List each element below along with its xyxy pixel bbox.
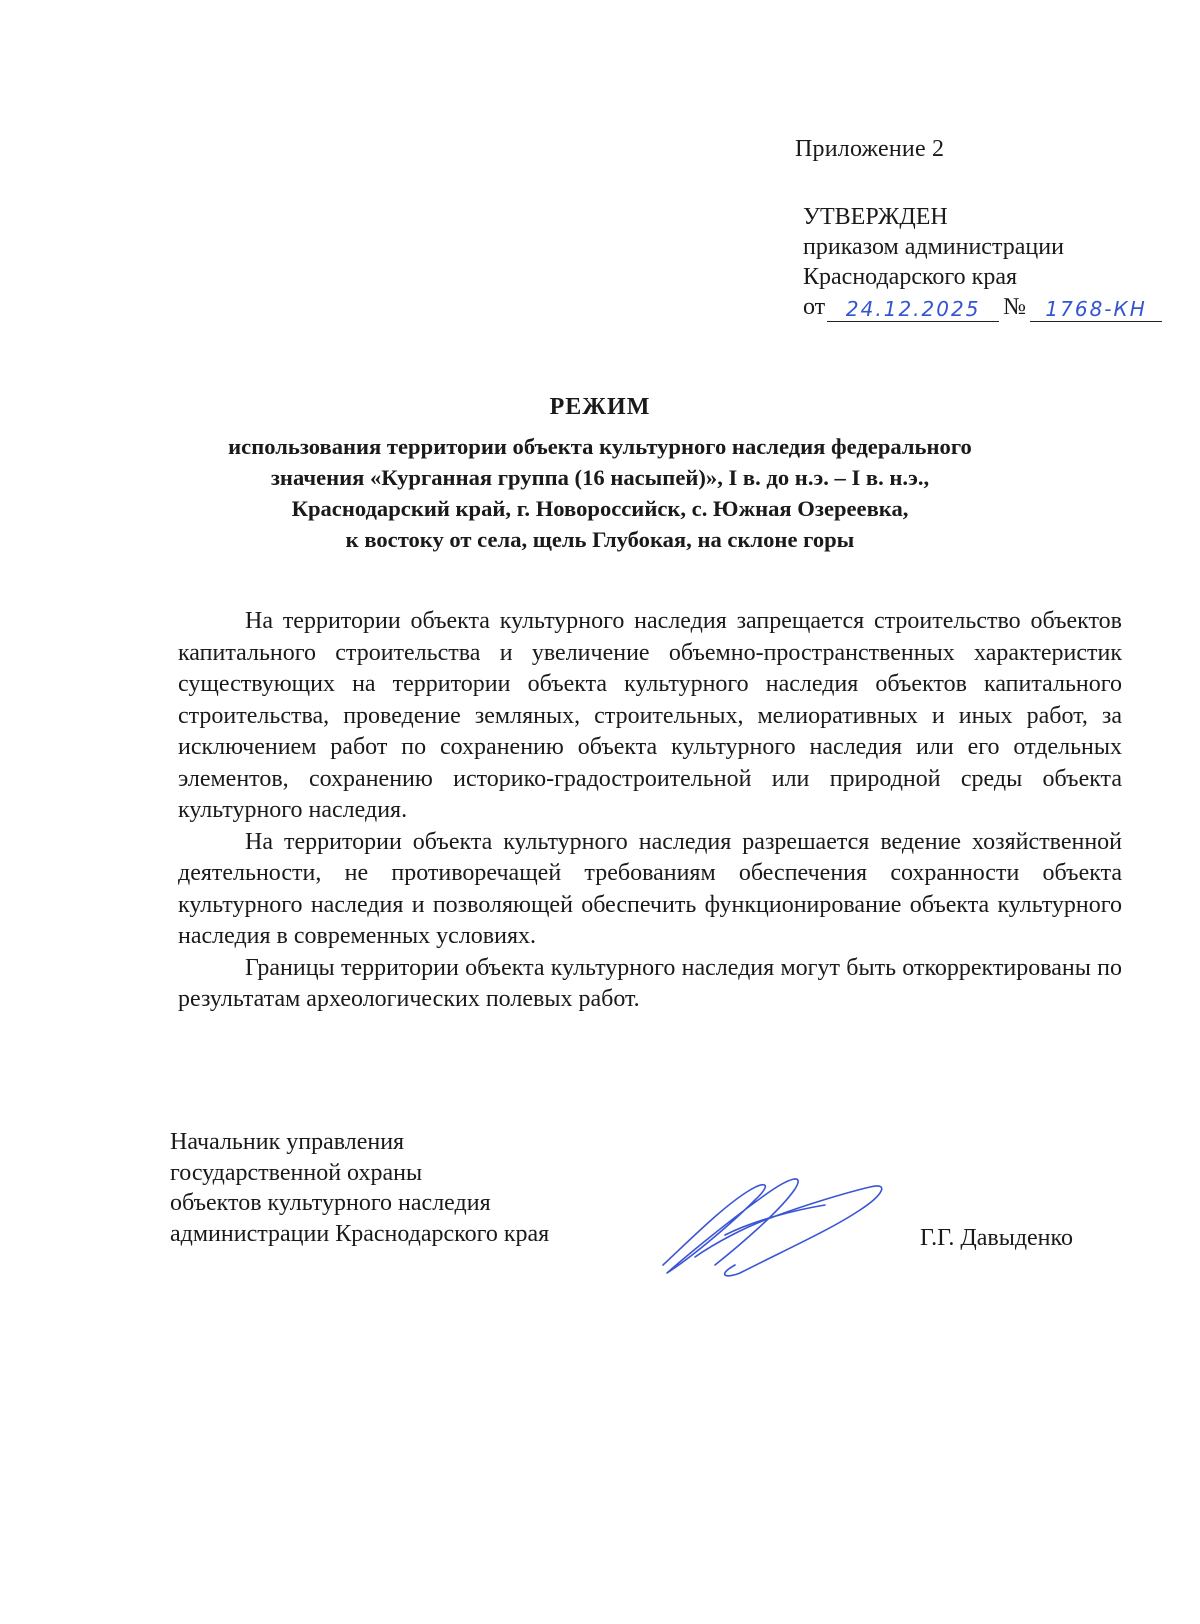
position-line: объектов культурного наследия (170, 1190, 491, 1216)
body-paragraph: На территории объекта культурного наследия разрешается ведение хозяйственной деятельности, не противоречащей требованиям обеспечения сохранности объекта культурного наследия и позволяющей обеспечить функционирование объекта культурного наследия в современных условиях. (178, 828, 1122, 949)
position-line: Начальник управления (170, 1129, 405, 1155)
signature-stroke (695, 1186, 882, 1276)
date-prefix: от (803, 294, 826, 320)
approval-block (803, 202, 1162, 322)
handwritten-signature (655, 1165, 895, 1280)
number-prefix: № (1003, 294, 1027, 320)
position-line: администрации Краснодарского края (170, 1220, 550, 1247)
title-main: РЕЖИМ (549, 394, 651, 420)
body-paragraph: На территории объекта культурного наследия запрещается строительство объектов капитального строительства и увеличение объемно-пространственных характеристик существующих на территории объекта культурного наследия объектов капитального строительства, проведение земляных, строительных, мелиоративных и иных работ, за исключением работ по сохранению объекта культурного наследия или его отдельных элементов, сохранению историко-градостроительной или природной среды объекта культурного наследия. (178, 608, 1122, 823)
approval-line-1: приказом администрации (803, 234, 1064, 260)
title-line: значения «Курганная группа (16 насыпей)», I в. до н.э. – I в. н.э., (270, 465, 930, 490)
title-line: использования территории объекта культурного наследия федерального (228, 434, 972, 459)
approval-date-line (803, 292, 1162, 322)
order-number: 1768-КН (1030, 297, 1162, 322)
approval-line-2: Краснодарского края (803, 264, 1018, 290)
signature-stroke (663, 1179, 798, 1273)
title-line: Краснодарский край, г. Новороссийск, с. Южная Озереевка, (291, 496, 909, 521)
approval-status: УТВЕРЖДЕН (803, 204, 948, 230)
position-line: государственной охраны (170, 1159, 423, 1186)
order-date: 24.12.2025 (827, 297, 999, 322)
body-text (178, 606, 1122, 1016)
body-paragraph: Границы территории объекта культурного наследия могут быть откорректированы по результатам археологических полевых работ. (178, 954, 1122, 1012)
signatory-name: Г.Г. Давыденко (920, 1225, 1073, 1251)
title-line: к востоку от села, щель Глубокая, на склоне горы (345, 527, 855, 552)
annex-label: Приложение 2 (795, 136, 945, 162)
document-title (150, 394, 1050, 555)
signatory-position (170, 1127, 549, 1249)
